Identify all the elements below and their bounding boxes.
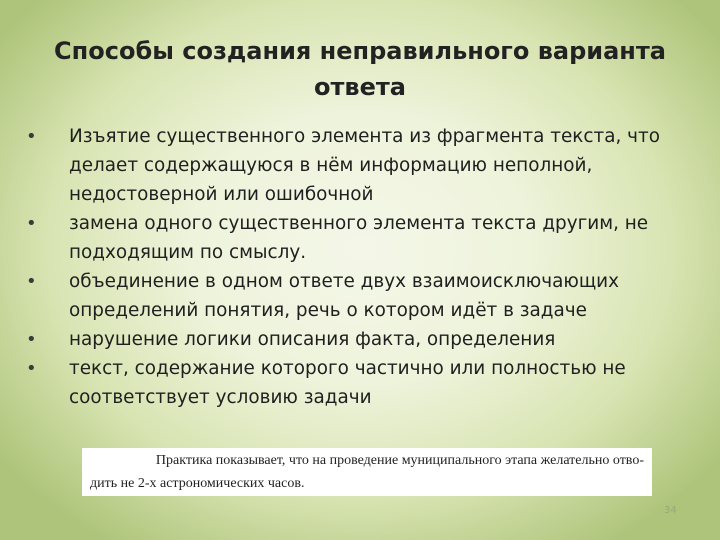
bullet-text: Изъятие существенного элемента из фрагмента текста, что делает содержащуюся в нём информацию неполной, недостоверной или ошибочной xyxy=(69,126,660,205)
bullet-icon: • xyxy=(26,213,37,234)
bullet-item xyxy=(26,267,686,325)
bullet-icon: • xyxy=(26,329,37,350)
bullet-icon: • xyxy=(26,271,37,292)
bullet-text: текст, содержание которого частично или полностью не соответствует условию задачи xyxy=(69,358,626,408)
quote-image xyxy=(82,448,652,496)
quote-line-2: дить не 2-х астрономических часов. xyxy=(90,476,305,491)
quote-line-1: Практика показывает, что на проведение муниципального этапа желательно отво- xyxy=(155,453,644,468)
bullet-text: нарушение логики описания факта, определения xyxy=(69,329,556,350)
bullet-icon: • xyxy=(26,126,37,147)
bullet-text: объединение в одном ответе двух взаимоисключающих определений понятия, речь о котором идёт в задаче xyxy=(69,271,619,321)
page-number: 34 xyxy=(664,505,677,516)
bullet-list xyxy=(26,122,686,412)
bullet-item xyxy=(26,122,686,209)
bullet-item xyxy=(26,354,686,412)
bullet-icon: • xyxy=(26,358,37,379)
slide-title: Способы создания неправильного варианта ответа xyxy=(54,37,666,101)
bullet-item xyxy=(26,209,686,267)
bullet-text: замена одного существенного элемента текста другим, не подходящим по смыслу. xyxy=(69,213,649,263)
bullet-item xyxy=(26,325,686,354)
